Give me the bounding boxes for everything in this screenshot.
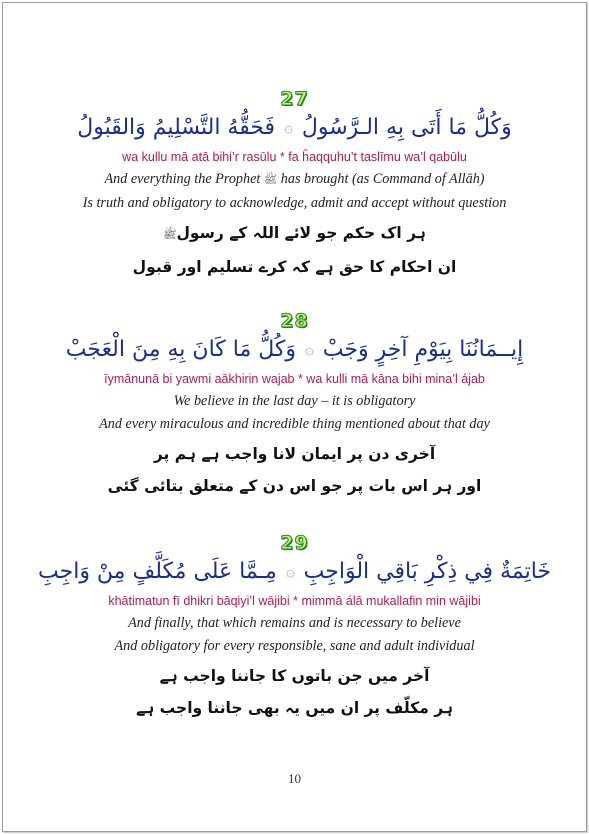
- arabic-hemistich-second: فَحَقُّهُ التَّسْلِيمُ وَالقَبُولُ: [77, 115, 276, 140]
- arabic-hemistich-second: مِـمَّا عَلَى مُكَلَّفٍ مِنْ وَاجِبِ: [38, 559, 277, 584]
- english-line-1: And finally, that which remains and is necessary to believe: [128, 615, 461, 631]
- document-page: [2, 2, 587, 832]
- arabic-couplet: [3, 109, 586, 146]
- english-line-2: Is truth and obligatory to acknowledge, admit and accept without question: [82, 195, 507, 211]
- verse-number: 29: [280, 532, 309, 554]
- english-line-1: [3, 168, 586, 192]
- verse-number: 27: [280, 88, 309, 110]
- english-line-1-end: has brought (as Command of Allāh): [280, 171, 485, 187]
- salutation-icon: ﷺ: [263, 174, 278, 186]
- arabic-hemistich-first: خَاتِمَةٌ فِي ذِكْرِ بَاقِي الْوَاجِبِ: [303, 559, 551, 584]
- urdu-line-1: آخری دن پر ایمان لانا واجب ہے ہم پر: [153, 445, 436, 463]
- page-number: 10: [288, 771, 301, 786]
- arabic-hemistich-first: وَكُلُّ مَا أَتَى بِهِ الـرَّسُولُ: [301, 115, 512, 140]
- urdu-line-1-text: ہر اک حکم جو لائے اللہ کے رسول: [176, 224, 426, 242]
- transliteration: īymānunā bi yawmi aākhirin wajab * wa kulli mā kāna bihi mina’l ájab: [104, 372, 485, 386]
- urdu-line-2: ہر مکلّف پر ان میں یہ بھی جاننا واجب ہے: [136, 699, 453, 717]
- verse-number: 28: [280, 310, 309, 332]
- salutation-icon: ﷺ: [163, 228, 177, 241]
- urdu-line-2: اور ہر اس بات پر جو اس دن کے متعلق بتائی گئی: [107, 477, 482, 495]
- arabic-hemistich-second: وَكُلُّ مَا كَانَ بِهِ مِنَ الْعَجَبْ: [65, 337, 296, 362]
- flower-separator-icon: ۞: [285, 562, 295, 580]
- english-line-2: And obligatory for every responsible, sane and adult individual: [114, 638, 475, 654]
- arabic-couplet: [3, 553, 586, 590]
- english-line-1: We believe in the last day – it is obligatory: [173, 393, 416, 409]
- verse-28: [3, 311, 586, 502]
- flower-separator-icon: ۞: [305, 340, 314, 358]
- urdu-line-1: آخر میں جن باتوں کا جاننا واجب ہے: [159, 667, 430, 685]
- urdu-line-1: [3, 217, 586, 251]
- flower-separator-icon: ۞: [284, 118, 293, 136]
- transliteration: wa kullu mā atā bihi’r rasūlu * fa ĥaqquhu’t taslīmu wa’l qabūlu: [122, 150, 467, 164]
- urdu-line-2: ان احکام کا حق ہے کہ کرے تسلیم اور قبول: [132, 258, 457, 276]
- arabic-couplet: [3, 331, 586, 368]
- transliteration: khātimatun fī dhikri bāqiyi’l wājibi * mimmā álā mukallafin min wājibi: [108, 594, 481, 608]
- verse-27: [3, 89, 586, 283]
- verse-29: [3, 533, 586, 724]
- english-line-2: And every miraculous and incredible thing mentioned about that day: [99, 416, 490, 432]
- english-line-1-start: And everything the Prophet: [104, 171, 261, 187]
- arabic-hemistich-first: إِيــمَانُنَا بِيَوْمِ آخِرٍ وَجَبْ: [322, 337, 524, 362]
